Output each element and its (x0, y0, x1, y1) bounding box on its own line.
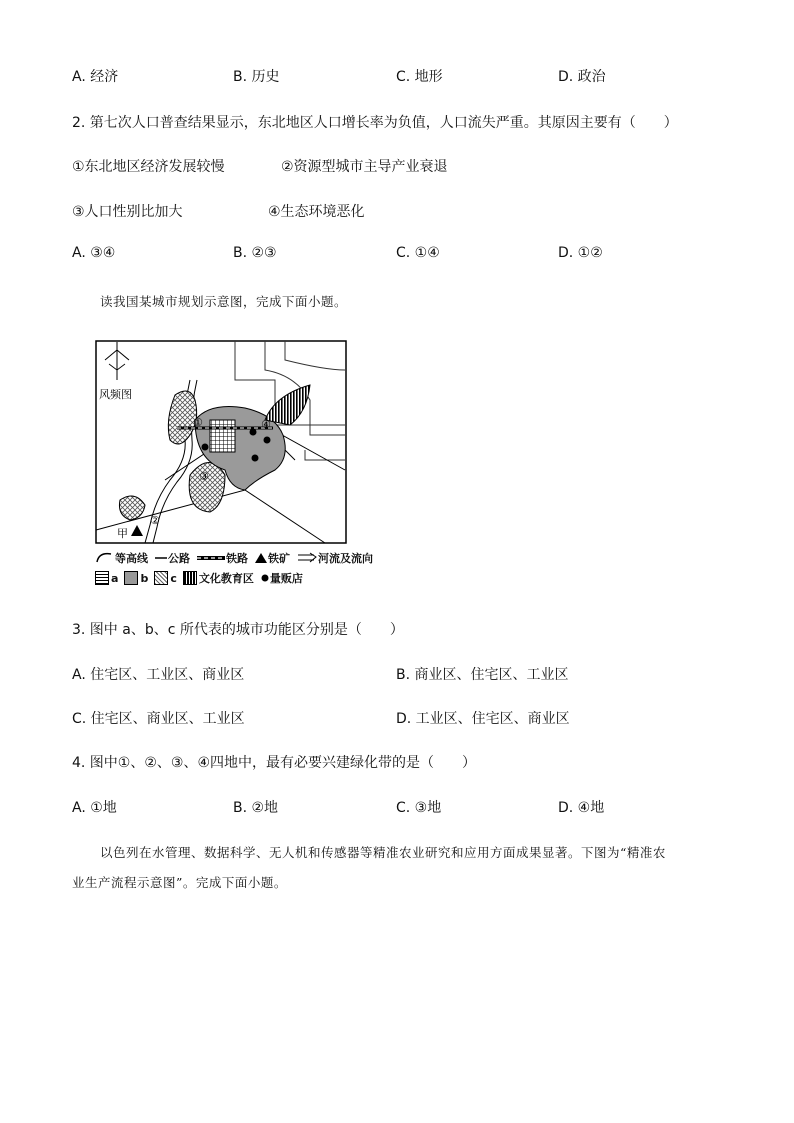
q3-stem: 3. 图中 a、b、c 所代表的城市功能区分别是（ ） (72, 622, 404, 638)
q4-option-b: B. ②地 (233, 800, 279, 816)
q3-option-c: C. 住宅区、商业区、工业区 (72, 711, 245, 727)
q4-stem: 4. 图中①、②、③、④四地中，最有必要兴建绿化带的是（ ） (72, 755, 477, 771)
agri-intro-line-2: 业生产流程示意图”。完成下面小题。 (72, 875, 287, 890)
q3-option-d: D. 工业区、住宅区、商业区 (396, 711, 570, 727)
legend-mine: 铁矿 (268, 552, 290, 565)
marker-1: ① (193, 416, 203, 429)
legend-river: 河流及流向 (318, 552, 373, 565)
legend-railway: 铁路 (226, 552, 248, 565)
legend-road: 公路 (168, 552, 190, 565)
q4-option-a: A. ①地 (72, 800, 117, 816)
legend-a: a (111, 571, 119, 585)
legend-swatch-b (124, 571, 138, 585)
q2-item-4: ④生态环境恶化 (268, 204, 365, 220)
q2-option-d: D. ①② (558, 245, 603, 261)
zone-a (210, 420, 235, 452)
map-intro: 读我国某城市规划示意图，完成下面小题。 (100, 294, 348, 309)
wind-label: 风频图 (99, 388, 132, 401)
map-legend (95, 548, 379, 588)
q2-stem: 2. 第七次人口普查结果显示，东北地区人口增长率为负值，人口流失严重。其原因主要有（ ） (72, 115, 678, 131)
q2-option-b: B. ②③ (233, 245, 277, 261)
legend-contour: 等高线 (115, 552, 148, 565)
legend-c: c (170, 571, 177, 585)
q2-item-2: ②资源型城市主导产业衰退 (281, 159, 448, 175)
q1-option-c: C. 地形 (396, 69, 443, 85)
q2-option-a: A. ③④ (72, 245, 116, 261)
q2-option-c: C. ①④ (396, 245, 440, 261)
legend-b: b (140, 571, 149, 585)
city-planning-map (95, 340, 347, 545)
q1-option-b: B. 历史 (233, 69, 280, 85)
mine-label: 甲 (117, 527, 128, 540)
marker-2: ② (150, 514, 160, 527)
q3-option-a: A. 住宅区、工业区、商业区 (72, 667, 245, 683)
q4-option-c: C. ③地 (396, 800, 442, 816)
marker-3: ③ (199, 470, 209, 483)
store-dot (264, 437, 271, 444)
store-dot (202, 444, 209, 451)
legend-swatch-c (154, 571, 168, 585)
legend-swatch-a (95, 571, 109, 585)
store-dot (252, 455, 259, 462)
q4-option-d: D. ④地 (558, 800, 605, 816)
legend-edu: 文化教育区 (198, 572, 254, 585)
legend-store: 量贩店 (269, 572, 303, 585)
q1-option-a: A. 经济 (72, 69, 119, 85)
q3-option-b: B. 商业区、住宅区、工业区 (396, 667, 569, 683)
q2-item-1: ①东北地区经济发展较慢 (72, 159, 225, 175)
q2-item-3: ③人口性别比加大 (72, 204, 183, 220)
legend-swatch-edu (183, 571, 197, 585)
store-dot (250, 429, 257, 436)
marker-4: ④ (261, 418, 271, 431)
q1-option-d: D. 政治 (558, 69, 606, 85)
agri-intro-line-1: 以色列在水管理、数据科学、无人机和传感器等精准农业研究和应用方面成果显著。下图为“精准农 (100, 845, 666, 860)
